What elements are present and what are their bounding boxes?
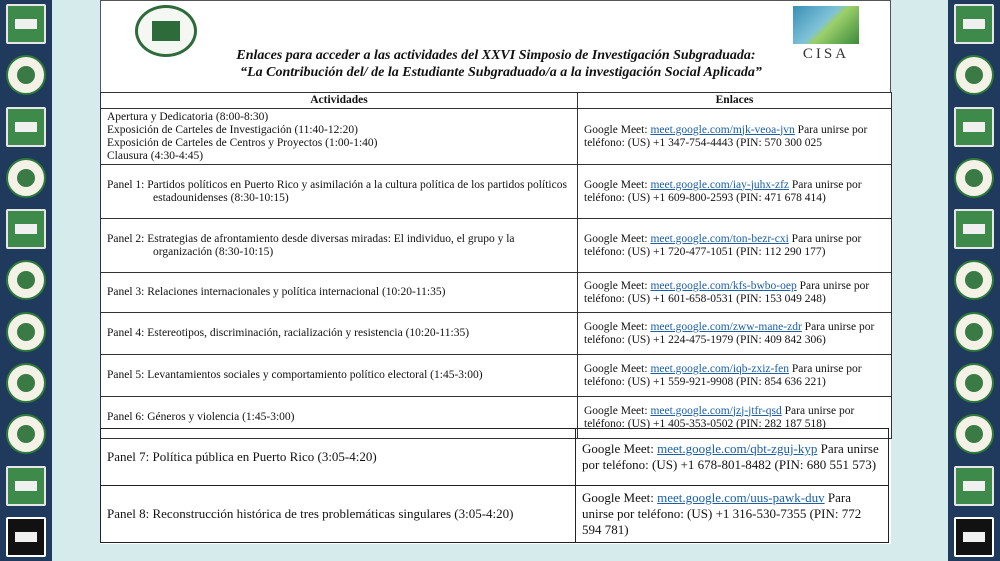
link-cell: Google Meet: meet.google.com/mjk-veoa-jvn Para unirse por teléfono: (US) +1 347-754-4443 (PIN: 570 300 025	[578, 109, 892, 165]
seal-icon	[954, 312, 994, 352]
table-row	[101, 355, 892, 397]
meet-link[interactable]: meet.google.com/qbt-zguj-kyp	[657, 441, 818, 456]
column-header-activities: Actividades	[101, 93, 578, 109]
activity-cell: Panel 4: Estereotipos, discriminación, racialización y resistencia (10:20-11:35)	[101, 313, 578, 355]
seal-icon	[6, 363, 46, 403]
activity-cell: Panel 3: Relaciones internacionales y política internacional (10:20-11:35)	[101, 273, 578, 313]
table-row	[101, 219, 892, 273]
university-seal-icon	[135, 5, 197, 57]
link-cell: Google Meet: meet.google.com/iqb-zxiz-fen Para unirse por teléfono: (US) +1 559-921-9908 (PIN: 854 636 221)	[578, 355, 892, 397]
logo-icon	[954, 4, 994, 44]
document-subtitle: “La Contribución del/ de la Estudiante Subgraduado/a a la investigación Social Aplicada”	[240, 65, 762, 80]
table-row	[101, 273, 892, 313]
activity-cell: Apertura y Dedicatoria (8:00-8:30) Exposición de Carteles de Investigación (11:40-12:20) Exposición de Carteles de Centros y Proyectos (1:00-1:40) Clausura (4:30-4:45)	[101, 109, 578, 165]
seal-icon	[6, 260, 46, 300]
meet-link[interactable]: meet.google.com/uus-pawk-duv	[657, 490, 825, 505]
meet-link[interactable]: meet.google.com/iqb-zxiz-fen	[650, 362, 790, 375]
activity-cell: Panel 6: Géneros y violencia (1:45-3:00)	[101, 397, 578, 439]
link-cell: Google Meet: meet.google.com/jzj-jtfr-qsd Para unirse por teléfono: (US) +1 405-353-0502 (PIN: 282 187 518)	[578, 397, 892, 439]
link-cell: Google Meet: meet.google.com/uus-pawk-duv Para unirse por teléfono: (US) +1 316-530-7355 (PIN: 772 594 781)	[576, 486, 889, 543]
activity-cell: Panel 1: Partidos políticos en Puerto Rico y asimilación a la cultura política de los partidos políticos estadounidenses (8:30-10:15)	[101, 165, 578, 219]
document-title: Enlaces para acceder a las actividades del XXVI Simposio de Investigación Subgraduada:	[236, 48, 756, 63]
meet-link[interactable]: meet.google.com/iay-juhx-zfz	[650, 178, 790, 191]
seal-icon	[6, 55, 46, 95]
activity-cell: Panel 2: Estrategias de afrontamiento desde diversas miradas: El individuo, el grupo y la organización (8:30-10:15)	[101, 219, 578, 273]
document-header	[100, 0, 891, 92]
table-row	[101, 109, 892, 165]
column-header-links: Enlaces	[578, 93, 892, 109]
schedule-table	[100, 92, 892, 439]
logo-icon	[954, 466, 994, 506]
logo-icon	[954, 517, 994, 557]
cisa-logo: CISA	[791, 6, 861, 64]
seal-icon	[6, 158, 46, 198]
table-row	[101, 313, 892, 355]
logo-icon	[954, 107, 994, 147]
activity-cell: Panel 8: Reconstrucción histórica de tres problemáticas singulares (3:05-4:20)	[101, 486, 576, 543]
seal-icon	[6, 312, 46, 352]
meet-link[interactable]: meet.google.com/kfs-bwbo-oep	[650, 279, 797, 292]
link-cell: Google Meet: meet.google.com/kfs-bwbo-oep Para unirse por teléfono: (US) +1 601-658-0531 (PIN: 153 049 248)	[578, 273, 892, 313]
logo-icon	[6, 517, 46, 557]
meet-link[interactable]: meet.google.com/zww-mane-zdr	[650, 320, 802, 333]
activity-cell: Panel 5: Levantamientos sociales y comportamiento político electoral (1:45-3:00)	[101, 355, 578, 397]
logo-icon	[6, 209, 46, 249]
schedule-table-continued	[100, 428, 889, 543]
table-row	[101, 429, 889, 486]
link-cell: Google Meet: meet.google.com/zww-mane-zdr Para unirse por teléfono: (US) +1 224-475-1979 (PIN: 409 842 306)	[578, 313, 892, 355]
link-cell: Google Meet: meet.google.com/qbt-zguj-kyp Para unirse por teléfono: (US) +1 678-801-8482 (PIN: 680 551 573)	[576, 429, 889, 486]
link-cell: Google Meet: meet.google.com/ton-bezr-cxi Para unirse por teléfono: (US) +1 720-477-1051 (PIN: 112 290 177)	[578, 219, 892, 273]
activity-cell: Panel 7: Política pública en Puerto Rico (3:05-4:20)	[101, 429, 576, 486]
seal-icon	[954, 158, 994, 198]
table-row	[101, 486, 889, 543]
table-header-row	[101, 93, 892, 109]
document-page	[100, 0, 891, 544]
meet-link[interactable]: meet.google.com/jzj-jtfr-qsd	[650, 404, 782, 417]
logo-icon	[6, 466, 46, 506]
table-row	[101, 165, 892, 219]
seal-icon	[954, 414, 994, 454]
seal-icon	[954, 260, 994, 300]
logo-icon	[954, 209, 994, 249]
left-logo-strip	[0, 0, 52, 561]
cisa-graphic-icon	[793, 6, 859, 44]
logo-icon	[6, 107, 46, 147]
meet-link[interactable]: meet.google.com/ton-bezr-cxi	[650, 232, 789, 245]
seal-icon	[6, 414, 46, 454]
right-logo-strip	[948, 0, 1000, 561]
meet-link[interactable]: meet.google.com/mjk-veoa-jvn	[650, 123, 795, 136]
seal-icon	[954, 55, 994, 95]
link-cell: Google Meet: meet.google.com/iay-juhx-zfz Para unirse por teléfono: (US) +1 609-800-2593 (PIN: 471 678 414)	[578, 165, 892, 219]
logo-icon	[6, 4, 46, 44]
seal-icon	[954, 363, 994, 403]
